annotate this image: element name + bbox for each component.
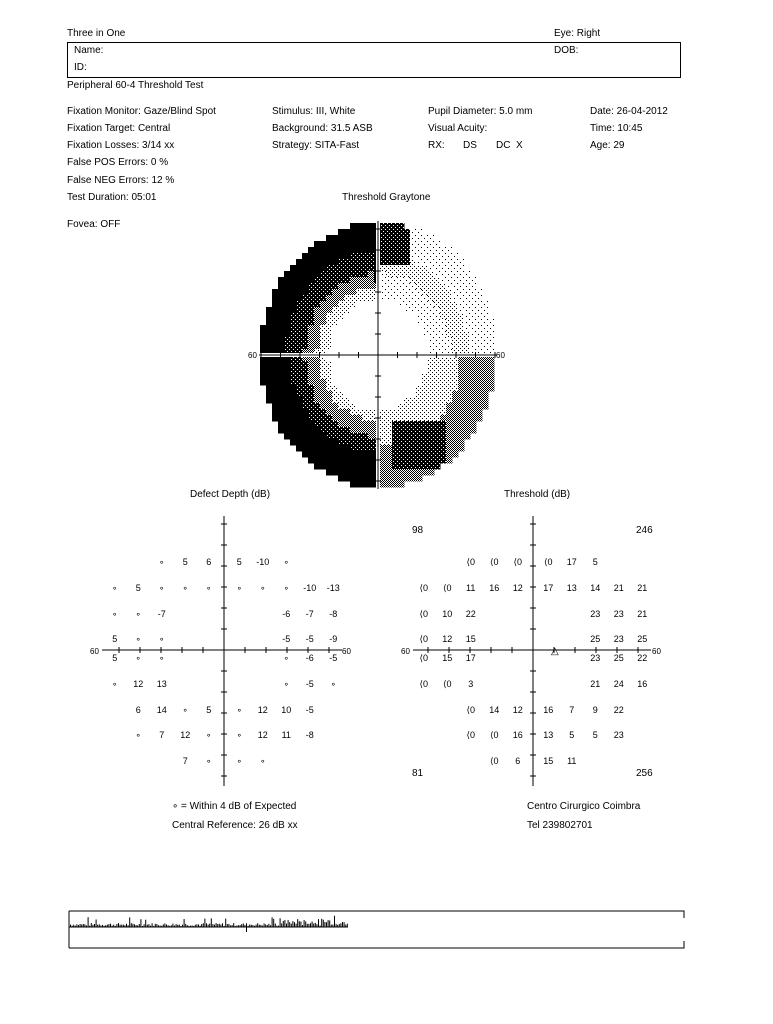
dd-value: -5 [305, 679, 314, 689]
program-name: Three in One [67, 28, 126, 39]
dd-value: ∘ [259, 756, 266, 766]
dd-value: 10 [281, 705, 292, 715]
name-label: Name: [74, 45, 104, 56]
dd-value: ∘ [111, 609, 118, 619]
dd-value: -5 [305, 634, 314, 644]
dd-value: ∘ [182, 583, 189, 593]
th-value: 3 [468, 679, 474, 689]
dd-value: 12 [257, 730, 268, 740]
dd-value: ∘ [236, 756, 243, 766]
threshold-title: Threshold (dB) [504, 489, 571, 500]
th-value: 25 [613, 653, 624, 663]
th-value: 15 [442, 653, 453, 663]
dd-value: 14 [156, 705, 167, 715]
dd-value: 7 [159, 730, 165, 740]
dd-value: -13 [326, 583, 340, 593]
blind-spot-marker: △ [551, 646, 559, 657]
th-value: 21 [637, 583, 648, 593]
rx-x: X [516, 140, 523, 151]
dd-value: 12 [257, 705, 268, 715]
eye-label: Eye: Right [554, 28, 601, 39]
th-value: 11 [466, 583, 476, 593]
test-time: Time: 10:45 [590, 123, 643, 134]
th-value: 14 [489, 705, 500, 715]
th-value: 21 [590, 679, 601, 689]
dd-value: ∘ [236, 705, 243, 715]
th-value: 12 [442, 634, 453, 644]
th-corner-top-right: 246 [636, 525, 653, 536]
th-value: 13 [566, 583, 577, 593]
th-value: ⟨0 [466, 705, 475, 715]
th-value: 16 [512, 730, 523, 740]
th-value: ⟨0 [419, 653, 428, 663]
th-axis-left-label: 60 [401, 647, 410, 656]
th-value: 17 [465, 653, 476, 663]
th-value: 23 [590, 653, 601, 663]
th-value: 17 [543, 583, 554, 593]
th-value: ⟨0 [544, 557, 553, 567]
th-value: ⟨0 [419, 609, 428, 619]
defect-depth-title: Defect Depth (dB) [190, 489, 271, 500]
central-reference: Central Reference: 26 dB xx [172, 820, 298, 831]
dd-value: ∘ [158, 557, 165, 567]
th-value: 16 [489, 583, 500, 593]
th-value: 22 [613, 705, 624, 715]
dd-value: -6 [305, 653, 314, 663]
th-value: 5 [569, 730, 575, 740]
dd-value: ∘ [205, 583, 212, 593]
dd-value: ∘ [182, 705, 189, 715]
dd-value: ∘ [111, 583, 118, 593]
dd-value: -7 [157, 609, 166, 619]
visual-acuity: Visual Acuity: [428, 123, 488, 134]
strategy: Strategy: SITA-Fast [272, 140, 360, 151]
th-value: 5 [592, 557, 598, 567]
dd-value: -5 [282, 634, 291, 644]
dd-value: ∘ [158, 583, 165, 593]
pupil-diameter: Pupil Diameter: 5.0 mm [428, 106, 533, 117]
dob-label: DOB: [554, 45, 579, 56]
th-value: 13 [543, 730, 554, 740]
dd-value: ∘ [158, 653, 165, 663]
th-value: 25 [637, 634, 648, 644]
dd-value: 6 [206, 557, 212, 567]
dd-value: ∘ [135, 609, 142, 619]
th-value: 11 [567, 756, 577, 766]
legend-symbol: ∘ [172, 801, 179, 812]
false-pos-errors: False POS Errors: 0 % [67, 157, 169, 168]
th-value: 15 [543, 756, 554, 766]
rx-ds: DS [463, 140, 477, 151]
fixation-monitor: Fixation Monitor: Gaze/Blind Spot [67, 106, 216, 117]
th-value: 23 [613, 730, 624, 740]
dd-value: -5 [329, 653, 338, 663]
th-value: 12 [512, 705, 523, 715]
test-duration: Test Duration: 05:01 [67, 192, 157, 203]
test-date: Date: 26-04-2012 [590, 106, 668, 117]
dd-value: -6 [282, 609, 291, 619]
fixation-losses: Fixation Losses: 3/14 xx [67, 140, 175, 151]
test-name: Peripheral 60-4 Threshold Test [67, 80, 204, 91]
stimulus: Stimulus: III, White [272, 106, 356, 117]
dd-value: -7 [305, 609, 314, 619]
th-value: 21 [637, 609, 648, 619]
th-value: 15 [465, 634, 476, 644]
id-label: ID: [74, 62, 87, 73]
th-value: 23 [613, 634, 624, 644]
th-value: ⟨0 [489, 756, 499, 766]
dd-value: 5 [236, 557, 242, 567]
clinic-phone: Tel 239802701 [527, 820, 593, 831]
fixation-target: Fixation Target: Central [67, 123, 171, 134]
th-value: 24 [613, 679, 624, 689]
dd-value: 12 [133, 679, 144, 689]
th-value: 10 [442, 609, 453, 619]
th-value: 23 [590, 609, 601, 619]
th-value: ⟨0 [489, 557, 499, 567]
th-value: 7 [569, 705, 575, 715]
th-value: 9 [592, 705, 598, 715]
legend-text: = Within 4 dB of Expected [181, 801, 297, 812]
dd-value: ∘ [283, 679, 290, 689]
th-corner-bottom-left: 81 [412, 768, 424, 779]
dd-value: 5 [206, 705, 212, 715]
th-value: ⟨0 [419, 634, 428, 644]
dd-value: ∘ [283, 583, 290, 593]
dd-value: ∘ [236, 730, 243, 740]
th-value: ⟨0 [513, 557, 522, 567]
th-value: 16 [543, 705, 554, 715]
dd-value: ∘ [158, 634, 165, 644]
th-value: 17 [566, 557, 577, 567]
th-value: ⟨0 [442, 679, 452, 689]
dd-value: 13 [156, 679, 167, 689]
dd-axis-left-label: 60 [90, 647, 99, 656]
th-corner-top-left: 98 [412, 525, 424, 536]
dd-value: 12 [180, 730, 191, 740]
dd-value: -8 [305, 730, 314, 740]
th-value: ⟨0 [419, 679, 428, 689]
dd-value: ∘ [135, 634, 142, 644]
dd-value: 11 [281, 730, 291, 740]
dd-value: 5 [182, 557, 188, 567]
th-value: ⟨0 [442, 583, 452, 593]
dd-value: ∘ [205, 730, 212, 740]
dd-value: -8 [329, 609, 338, 619]
rx-dc: DC [496, 140, 511, 151]
dd-value: 6 [135, 705, 141, 715]
th-corner-bottom-right: 256 [636, 768, 653, 779]
th-axis-right-label: 60 [652, 647, 661, 656]
false-neg-errors: False NEG Errors: 12 % [67, 175, 175, 186]
dd-value: -9 [329, 634, 338, 644]
dd-axis-right-label: 60 [342, 647, 351, 656]
dd-value: ∘ [205, 756, 212, 766]
th-value: 16 [637, 679, 648, 689]
th-value: 14 [590, 583, 601, 593]
th-value: 25 [590, 634, 601, 644]
fovea-status: Fovea: OFF [67, 219, 121, 230]
dd-value: 7 [182, 756, 188, 766]
patient-age: Age: 29 [590, 140, 625, 151]
th-value: 21 [613, 583, 624, 593]
dd-value: -10 [303, 583, 317, 593]
dd-value: ∘ [330, 679, 337, 689]
dd-value: 5 [135, 583, 141, 593]
dd-value: -10 [256, 557, 270, 567]
dd-value: ∘ [283, 557, 290, 567]
th-value: ⟨0 [489, 730, 499, 740]
dd-value: ∘ [111, 679, 118, 689]
th-value: ⟨0 [419, 583, 428, 593]
th-value: 23 [613, 609, 624, 619]
graytone-title: Threshold Graytone [342, 192, 431, 203]
rx-label: RX: [428, 140, 445, 151]
dd-value: -5 [305, 705, 314, 715]
dd-value: ∘ [135, 730, 142, 740]
dd-value: 5 [112, 634, 118, 644]
dd-value: ∘ [259, 583, 266, 593]
th-value: 22 [637, 653, 648, 663]
th-value: ⟨0 [466, 730, 475, 740]
dd-value: ∘ [283, 653, 290, 663]
background: Background: 31.5 ASB [272, 123, 373, 134]
graytone-axis-left-label: 60 [248, 351, 257, 360]
dd-value: ∘ [135, 653, 142, 663]
graytone-axis-right-label: 60 [496, 351, 505, 360]
th-value: 5 [592, 730, 598, 740]
th-value: 6 [515, 756, 521, 766]
th-value: 12 [512, 583, 523, 593]
dd-value: ∘ [236, 583, 243, 593]
th-value: ⟨0 [466, 557, 475, 567]
th-value: 22 [465, 609, 476, 619]
dd-value: 5 [112, 653, 118, 663]
clinic-name: Centro Cirurgico Coimbra [527, 801, 641, 812]
